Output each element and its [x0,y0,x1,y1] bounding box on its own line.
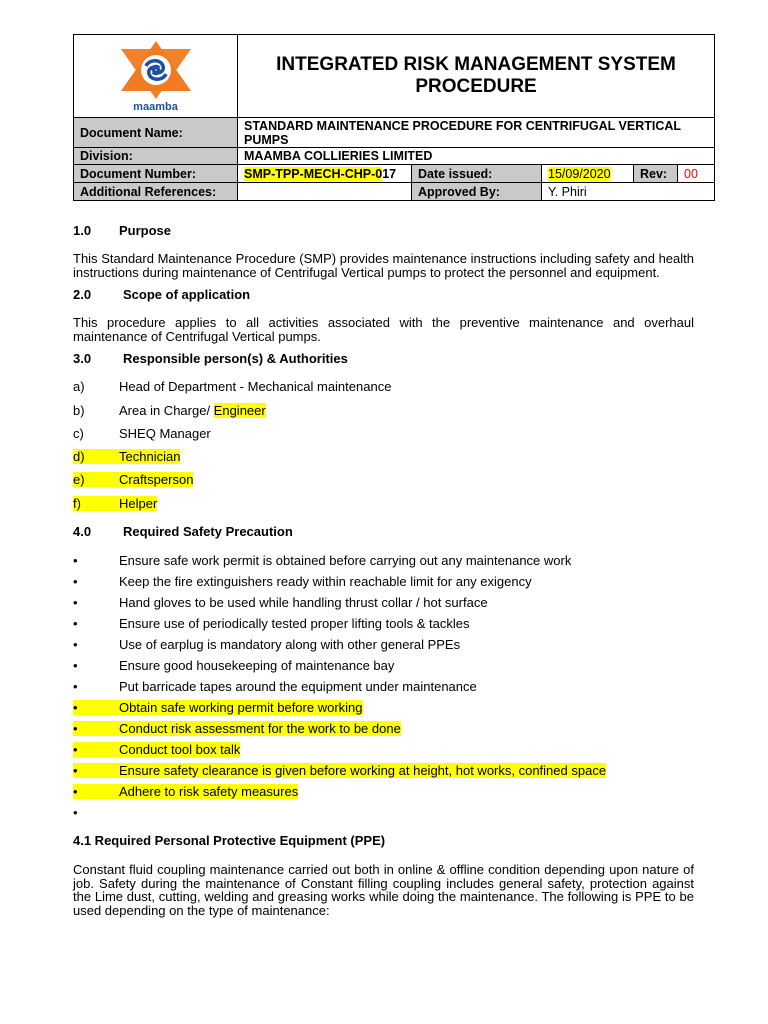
doc-name-label: Document Name: [74,118,238,148]
safety-item: • Conduct tool box talk [73,742,241,757]
responsible-number: 3.0 [73,351,92,366]
purpose-title: Purpose [119,223,172,238]
safety-item: • Put barricade tapes around the equipment under maintenance [73,679,477,694]
date-issued-value [542,165,634,183]
responsible-heading [73,351,348,366]
doc-number-value [238,165,412,183]
safety-item: • Ensure safety clearance is given before working at height, hot works, confined space [73,763,607,778]
division-value: MAAMBA COLLIERIES LIMITED [238,148,715,165]
responsible-item: b) Area in Charge/ Engineer [73,403,266,418]
doc-number-label: Document Number: [74,165,238,183]
additional-references-value [238,183,412,201]
purpose-number: 1.0 [73,223,92,238]
safety-item: • [73,805,78,820]
division-label: Division: [74,148,238,165]
safety-heading [73,524,293,539]
responsible-item: d) Technician [73,449,181,464]
additional-references-label: Additional References: [74,183,238,201]
scope-text: This procedure applies to all activities associated with the preventive maintenance and overhaul maintenance of Centrifugal Vertical pumps. [73,315,694,344]
safety-item: • Ensure use of periodically tested proper lifting tools & tackles [73,616,470,631]
rev-label: Rev: [634,165,678,183]
rev-value: 00 [678,165,715,183]
approved-by-value: Y. Phiri [542,183,715,201]
responsible-item: f) Helper [73,496,158,511]
safety-item: • Keep the fire extinguishers ready within reachable limit for any exigency [73,574,532,589]
purpose-text: This Standard Maintenance Procedure (SMP) provides maintenance instructions including safety and health instructions during maintenance of Centrifugal Vertical pumps to protect the personnel and equipment. [73,251,694,280]
safety-item: • Ensure safe work permit is obtained before carrying out any maintenance work [73,553,572,568]
date-issued-label: Date issued: [412,165,542,183]
safety-item: • Obtain safe working permit before working [73,700,363,715]
document-title: INTEGRATED RISK MANAGEMENT SYSTEM PROCEDURE [238,35,715,118]
doc-number-highlighted: SMP-TPP-MECH-CHP-0 [244,166,383,181]
responsible-item: a) Head of Department - Mechanical maintenance [73,379,392,394]
date-issued-text: 15/09/2020 [548,166,611,181]
logo-text: maamba [133,100,178,113]
doc-number-suffix: 17 [382,166,397,181]
safety-item: • Use of earplug is mandatory along with other general PPEs [73,637,461,652]
maamba-logo-icon [119,39,193,101]
scope-heading [73,287,250,302]
responsible-title: Responsible person(s) & Authorities [123,351,348,366]
scope-number: 2.0 [73,287,92,302]
safety-number: 4.0 [73,524,92,539]
document-page [73,34,714,918]
safety-title: Required Safety Precaution [123,524,293,539]
responsible-item: e) Craftsperson [73,472,194,487]
purpose-heading [73,223,171,238]
safety-item: • Hand gloves to be used while handling thrust collar / hot surface [73,595,488,610]
safety-item: • Conduct risk assessment for the work to be done [73,721,401,736]
doc-name-value: STANDARD MAINTENANCE PROCEDURE FOR CENTRIFUGAL VERTICAL PUMPS [238,118,715,148]
safety-item: • Ensure good housekeeping of maintenance bay [73,658,395,673]
approved-by-label: Approved By: [412,183,542,201]
responsible-item: c) SHEQ Manager [73,426,211,441]
safety-item: • Adhere to risk safety measures [73,784,299,799]
logo-cell [74,35,238,118]
scope-title: Scope of application [123,287,251,302]
ppe-text: Constant fluid coupling maintenance carried out both in online & offline condition depending upon nature of job. Safety during the maintenance of Constant filling coupling includes general safety, protection against the Lime dust, cutting, welding and greasing works while doing the maintenance. The following is PPE to be used depending on the type of maintenance: [73,862,694,918]
ppe-heading: 4.1 Required Personal Protective Equipment (PPE) [73,833,386,848]
document-header-table [73,34,715,201]
